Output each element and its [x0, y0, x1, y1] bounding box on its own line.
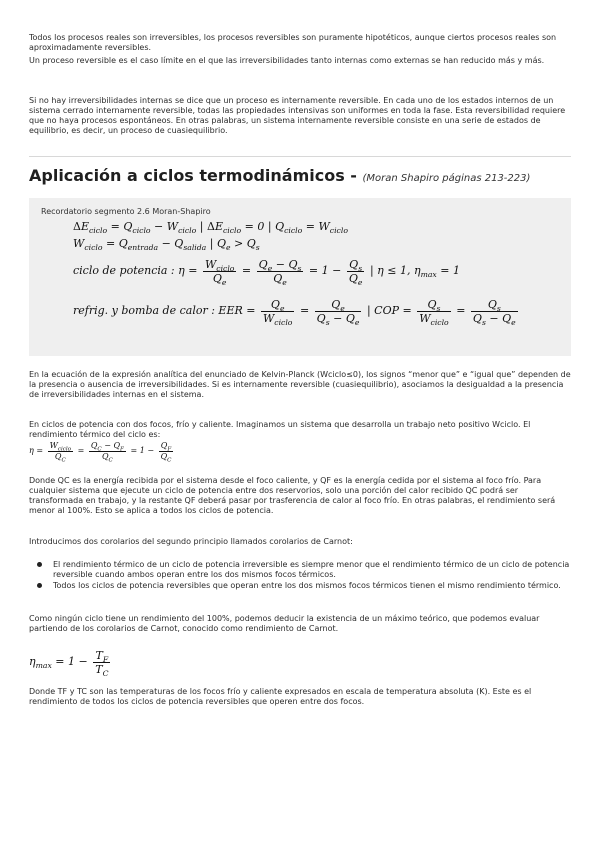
equation-thermal-efficiency: η = $\frac{W_{ciclo}}{Q_C}$ = $\frac{Q_C - Q_F}{Q_C}$ = 1 − $\frac{Q_F}{Q_C}$	[29, 440, 172, 464]
callout-title: Recordatorio segmento 2.6 Moran-Shapiro	[41, 207, 211, 216]
equation-carnot-efficiency: $\eta_{max} = 1$ − $\frac{T_F}{T_C}$	[29, 648, 109, 678]
intro-paragraph-3: Si no hay irreversibilidades internas se dice que un proceso es internamente reversible. En cada uno de los estados internos de un sistema cerrado internamente reversible, todas las propiedades intensivas son uniformes en toda la fase. Esta reversibilidad requiere que no haya procesos espontáneos. En otras palabras, un sistema internamente reversible consiste en una serie de estados de equilibrio, es decir, un proceso de cuasiequilibrio.	[29, 96, 566, 135]
bullet-icon	[37, 583, 42, 588]
corollary-text: Todos los ciclos de potencia reversibles que operan entre los dos mismos focos térmicos tienen el mismo rendimiento térmico.	[53, 581, 561, 590]
carnot-efficiency-paragraph: Como ningún ciclo tiene un rendimiento del 100%, podemos deducir la existencia de un máximo teórico, que podemos evaluar partiendo de los corolarios de Carnot, conocido como rendimiento de Carnot.	[29, 614, 540, 633]
heat-definition-paragraph: Donde QC es la energía recibida por el sistema desde el foco caliente, y QF es la energía cedida por el sistema al foco frío. Para cualquier sistema que ejecute un ciclo de potencia entre dos reservorios, solo una porción del calor recibido QC podrá ser transformada en trabajo, y la restante QF deberá pasar por trasferencia de calor al foco frío. En otras palabras, el rendimiento será menor al 100%. Esto se aplica a todos los ciclos de potencia.	[29, 476, 556, 515]
power-cycles-paragraph: En ciclos de potencia con dos focos, frío y caliente. Imaginamos un sistema que desarrolla un trabajo neto positivo Wciclo. El rendimiento térmico del ciclo es:	[29, 420, 531, 439]
equation-power-cycle: ciclo de potencia : η = $\frac{W_{ciclo}}{Q_e}$ = $\frac{Q_e - Q_s}{Q_e}$ = 1 − $\frac{Q_s}{Q_e}$ | η ≤ 1, $\eta_{max} = 1$	[73, 257, 460, 287]
section-divider	[29, 156, 571, 157]
reminder-callout	[29, 198, 571, 356]
section-title: Aplicación a ciclos termodinámicos -	[29, 166, 363, 185]
temperatures-paragraph: Donde TF y TC son las temperaturas de los focos frío y caliente expresados en escala de temperatura absoluta (K). Este es el rendimiento de todos los ciclos de potencia reversibles que operen entre dos focos.	[29, 687, 532, 706]
list-item	[29, 581, 571, 591]
section-subtitle: (Moran Shapiro páginas 213-223)	[362, 173, 531, 184]
equation-energy-balance: $\Delta E_{ciclo} = Q_{ciclo} - W_{ciclo}$ | $\Delta E_{ciclo} = 0$ | $Q_{ciclo} = W_{ciclo}$	[73, 220, 348, 236]
kelvin-planck-paragraph: En la ecuación de la expresión analítica del enunciado de Kelvin-Planck (Wciclo≤0), los signos “menor que” e “igual que” dependen de la presencia o ausencia de irreversibilidades. Si es internamente reversible (cuasiequilibrio), asociamos la desigualdad a la presencia de irreversibilidades internas en el sistema.	[29, 370, 571, 399]
corollary-text: El rendimiento térmico de un ciclo de potencia irreversible es siempre menor que el rendimiento térmico de un ciclo de potencia reversible cuando ambos operan entre los dos mismos focos térmicos.	[53, 560, 570, 579]
list-item	[29, 560, 571, 580]
intro-paragraph-1: Todos los procesos reales son irreversibles, los procesos reversibles son puramente hipotéticos, aunque ciertos procesos reales son aproximadamente reversibles.	[29, 33, 557, 52]
equation-work: $W_{ciclo} = Q_{entrada} - Q_{salida}$ | $Q_e > Q_s$	[73, 237, 260, 253]
intro-paragraph-2: Un proceso reversible es el caso límite en el que las irreversibilidades tanto internas como externas se han reducido más y más.	[29, 56, 545, 65]
section-heading	[29, 165, 530, 190]
corollaries-intro: Introducimos dos corolarios del segundo principio llamados corolarios de Carnot:	[29, 537, 353, 546]
carnot-corollaries-list	[29, 560, 571, 592]
bullet-icon	[37, 562, 42, 567]
equation-refrigeration: refrig. y bomba de calor : EER = $\frac{Q_e}{W_{ciclo}}$ = $\frac{Q_e}{Q_s - Q_e}$ | COP = $\frac{Q_s}{W_{ciclo}}$ = $\frac{Q_s}{Q_s - Q_e}$	[73, 297, 516, 327]
